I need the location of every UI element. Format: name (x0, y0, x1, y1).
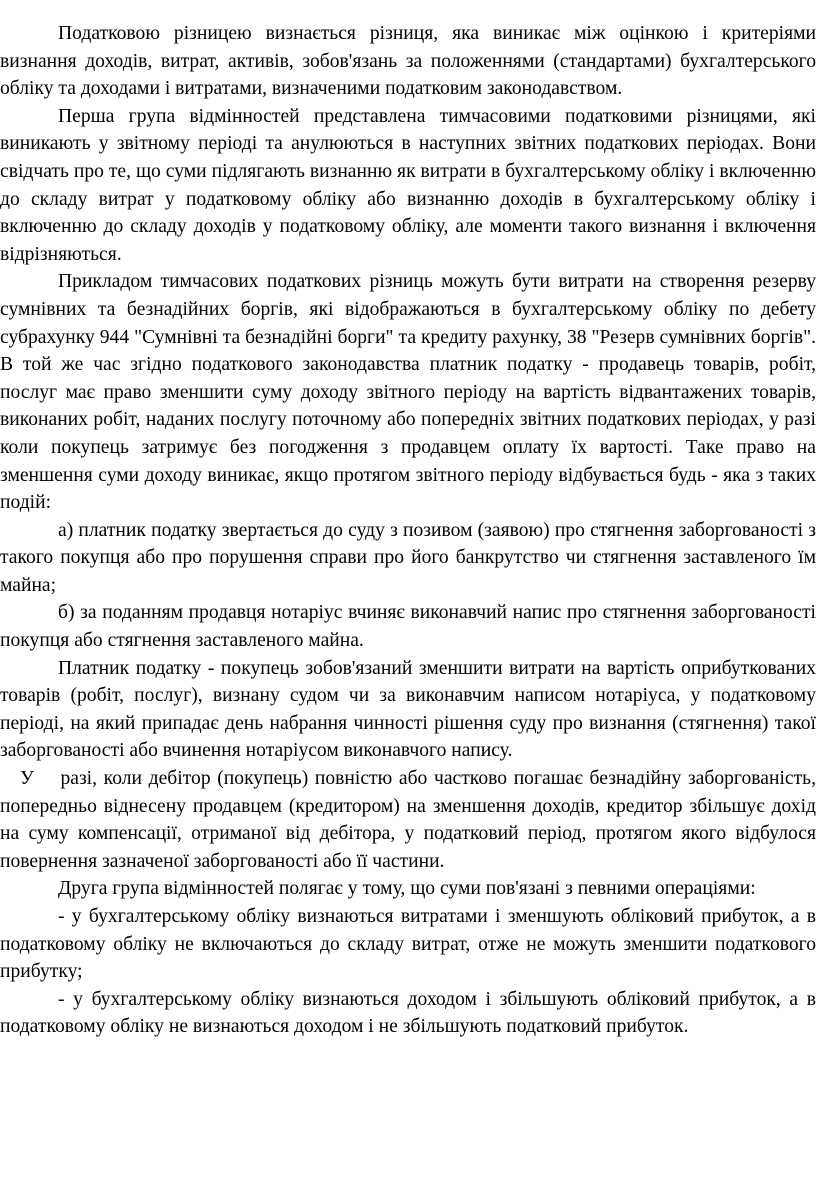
paragraph-item-b: б) за поданням продавця нотаріус вчиняє виконавчий напис про стягнення заборгованості покупця або стягнення заставленого майна. (0, 602, 816, 652)
paragraph-bullet-income: - у бухгалтерському обліку визнаються доходом і збільшують обліковий прибуток, а в податковому обліку не визнаються доходом і не збільшують податковий прибуток. (0, 988, 816, 1038)
paragraph-second-group: Друга група відмінностей полягає у тому, що суми пов'язані з певними операціями: (58, 878, 756, 900)
paragraph-example-temporary-differences: Прикладом тимчасових податкових різниць можуть бути витрати на створення резерву сумнівних та безнадійних боргів, які відображаються в бухгалтерському обліку по дебету субрахунку 944 "Сумнівні та безнадійні борги" та кредиту рахунку, 38 "Резерв сумнівних боргів". В той же час згідно податкового законодавства платник податку - продавець товарів, робіт, послуг має право зменшити суму доходу звітного періоду на вартість відвантажених товарів, виконаних робіт, наданих послугу поточному або попередніх звітних податкових періодах, у разі коли покупець затримує без погодження з продавцем оплату їх вартості. Таке право на зменшення суми доходу виникає, якщо протягом звітного періоду відбувається будь - яка з таких подій: (0, 271, 816, 514)
paragraph-item-a: а) платник податку звертається до суду з позивом (заявою) про стягнення заборгованості з такого покупця або про порушення справи про його банкрутство чи стягнення заставленого їм майна; (0, 519, 816, 596)
paragraph-first-group: Перша група відмінностей представлена тимчасовими податковими різницями, які виникають у звітному періоді та анулюються в наступних звітних податкових періодах. Вони свідчать про те, що суми підлягають визнанню як витрати в бухгалтерському обліку і включенню до складу витрат у податковому обліку або визнанню доходів в бухгалтерському обліку і включенню до складу доходів у податковому обліку, але моменти такого визнання і включення відрізняються. (0, 105, 816, 265)
paragraph-tax-difference-definition: Податковою різницею визнається різниця, яка виникає між оцінкою і критеріями визнання доходів, витрат, активів, зобов'язань за положеннями (стандартами) бухгалтерського обліку та доходами і витратами, визначеними податковим законодавством. (0, 23, 816, 100)
paragraph-bullet-expenses: - у бухгалтерському обліку визнаються витратами і зменшують обліковий прибуток, а в податковому обліку не включаються до складу витрат, отже не можуть зменшити податкового прибутку; (0, 906, 816, 983)
paragraph-debtor-repayment: У разі, коли дебітор (покупець) повністю або частково погашає безнадійну заборгованість, попередньо віднесену продавцем (кредитором) на зменшення доходів, кредитор збільшує дохід на суму компенсації, отриманої від дебітора, у податковий період, протягом якого відбулося повернення зазначеної заборгованості або її частини. (0, 768, 816, 872)
paragraph-buyer-obligation: Платник податку - покупець зобов'язаний зменшити витрати на вартість оприбуткованих товарів (робіт, послуг), визнану судом чи за виконавчим написом нотаріуса, у податковому періоді, на який припадає день набрання чинності рішення суду про визнання (стягнення) такої заборгованості або вчинення нотаріусом виконавчого напису. (0, 657, 816, 762)
document-page (0, 20, 816, 1041)
